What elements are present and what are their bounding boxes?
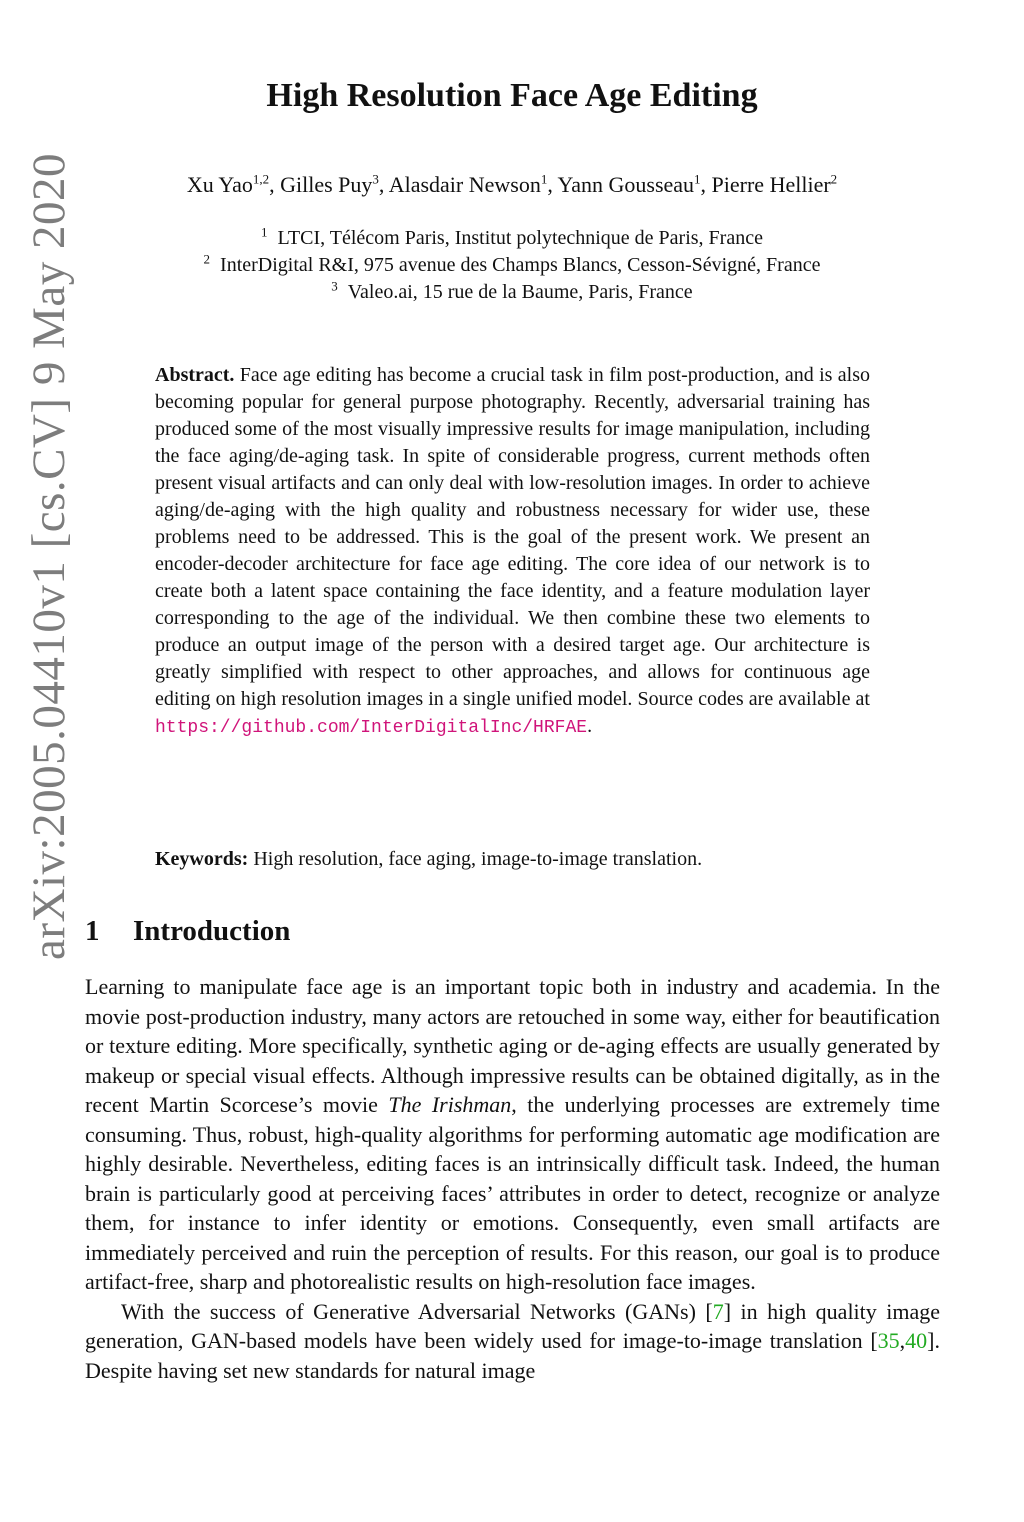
author: Gilles Puy$^3$, [280, 171, 389, 197]
abstract-label: Abstract. [155, 364, 235, 386]
keywords-text: High resolution, face aging, image-to-image translation. [248, 848, 703, 870]
citation-link[interactable]: 35 [877, 1328, 900, 1353]
section-number: 1 [85, 915, 100, 947]
arxiv-stamp: arXiv:2005.04410v1 [cs.CV] 9 May 2020 [23, 153, 75, 960]
author: Pierre Hellier$^2$ [711, 171, 838, 197]
affiliation: $^2$ InterDigital R&I, 975 avenue des Champs Blancs, Cesson-Sévigné, France [203, 251, 821, 276]
citation-link[interactable]: 40 [905, 1328, 928, 1353]
section-heading [85, 915, 290, 948]
author: Alasdair Newson$^1$, [388, 171, 558, 197]
affiliation: $^3$ Valeo.ai, 15 rue de la Baume, Paris, France [331, 278, 693, 303]
section-title: Introduction [133, 915, 291, 947]
paragraph: Learning to manipulate face age is an important topic both in industry and academia. In the movie post-production industry, many actors are retouched in some way, either for beautification or texture editing. More specifically, synthetic aging or de-aging effects are usually generated by makeup or special visual effects. Although impressive results can be obtained digitally, as in the recent Martin Scorcese’s movie The Irishman, the underlying processes are extremely time consuming. Thus, robust, high-quality algorithms for performing automatic age modification are highly desirable. Nevertheless, editing faces is an intrinsically difficult task. Indeed, the human brain is particularly good at perceiving faces’ attributes in order to detect, recognize or analyze them, for instance to infer identity or emotions. Consequently, even small artifacts are immediately perceived and ruin the perception of results. For this reason, our goal is to produce artifact-free, sharp and photorealistic results on high-resolution face images. [85, 974, 940, 1294]
abstract: Abstract. Face age editing has become a crucial task in film post-production, and is also becoming popular for general purpose photography. Recently, adversarial training has produced some of the most visually impressive results for image manipulation, including the face aging/de-aging task. In spite of considerable progress, current methods often present visual artifacts and can only deal with low-resolution images. In order to achieve aging/de-aging with the high quality and robustness necessary for wider use, these problems need to be addressed. This is the goal of the present work. We present an encoder-decoder architecture for face age editing. The core idea of our network is to create both a latent space containing the face identity, and a feature modulation layer corresponding to the age of the individual. We then combine these two elements to produce an output image of the person with a desired target age. Our architecture is greatly simplified with respect to other approaches, and allows for continuous age editing on high resolution images in a single unified model. Source codes are available at https://github.com/InterDigitalInc/HRFAE. [155, 364, 870, 738]
author: Yann Gousseau$^1$, [557, 171, 712, 197]
affiliations [0, 225, 1024, 306]
abstract-text: Face age editing has become a crucial task in film post-production, and is also becoming popular for general purpose photography. Recently, adversarial training has produced some of the most visually impressive results for image manipulation, including the face aging/de-aging task. In spite of considerable progress, current methods often present visual artifacts and can only deal with low-resolution images. In order to achieve aging/de-aging with the high quality and robustness necessary for wider use, these problems need to be addressed. This is the goal of the present work. We present an encoder-decoder architecture for face age editing. The core idea of our network is to create both a latent space containing the face identity, and a feature modulation layer corresponding to the age of the individual. We then combine these two elements to produce an output image of the person with a desired target age. Our architecture is greatly simplified with respect to other approaches, and allows for continuous age editing on high resolution images in a single unified model. Source codes are available at [155, 364, 870, 710]
code-link[interactable]: https://github.com/InterDigitalInc/HRFAE [155, 718, 588, 738]
author-list [0, 172, 1024, 198]
citation-link[interactable]: 7 [712, 1298, 724, 1324]
paper-title: High Resolution Face Age Editing [266, 77, 758, 114]
paragraph: With the success of Generative Adversarial Networks (GANs) [7] in high quality image generation, GAN-based models have been widely used for image-to-image translation [35,40]. Despite having set new standards for natural image [85, 1298, 941, 1383]
author: Xu Yao$^{1,2}$, [186, 171, 281, 197]
keywords-label: Keywords: [155, 848, 249, 870]
intro-body [85, 972, 940, 1385]
keywords [155, 848, 870, 871]
affiliation: $^1$ LTCI, Télécom Paris, Institut polytechnique de Paris, France [261, 224, 763, 249]
